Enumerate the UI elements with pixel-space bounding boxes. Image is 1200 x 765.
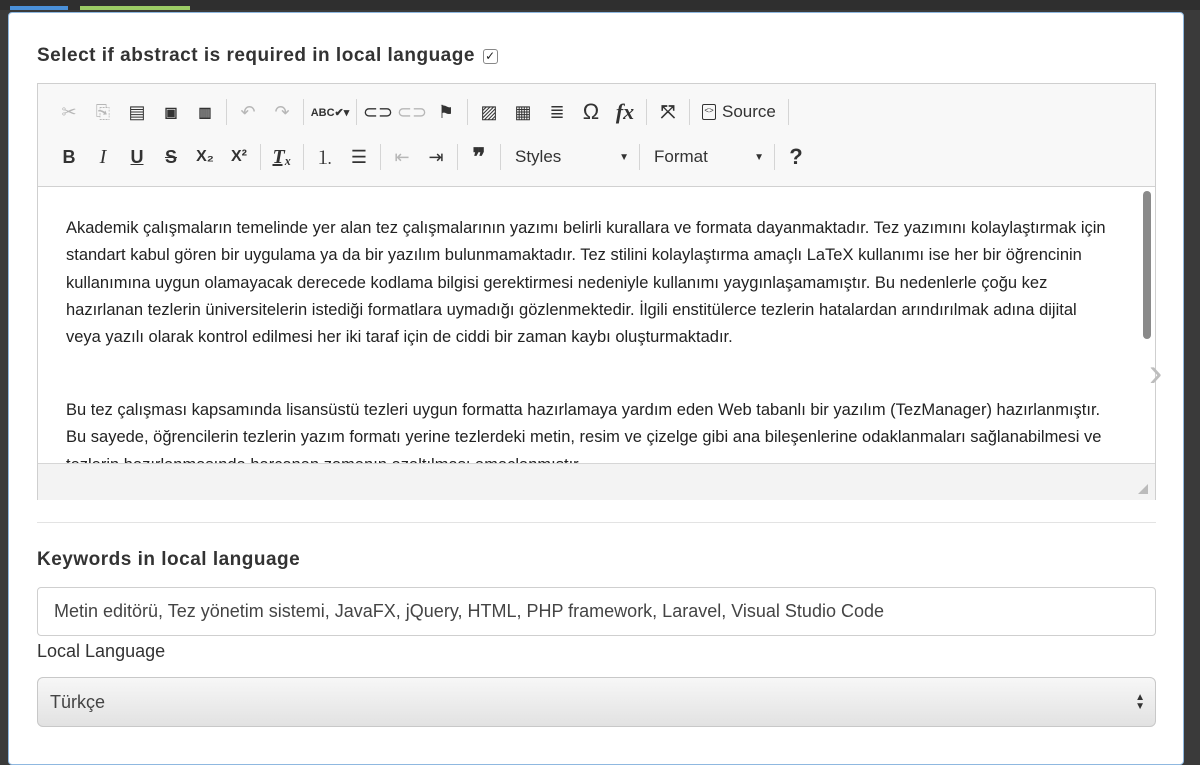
rich-text-editor xyxy=(37,83,1156,500)
editor-toolbar xyxy=(38,84,1155,187)
styles-dropdown[interactable] xyxy=(505,142,635,172)
toolbar-separator xyxy=(380,144,381,170)
horizontal-line-icon[interactable]: ≣ xyxy=(549,101,565,122)
tab-indicator-blue xyxy=(10,6,68,10)
editor-status-bar xyxy=(38,463,1155,500)
subscript-button[interactable]: X₂ xyxy=(196,148,214,165)
resize-grip-icon[interactable] xyxy=(1138,484,1148,494)
keywords-input[interactable] xyxy=(37,587,1156,636)
toolbar-row-2 xyxy=(52,141,813,173)
toolbar-row-1 xyxy=(52,96,793,128)
spellcheck-icon[interactable]: ABC✔▾ xyxy=(310,106,350,119)
maximize-icon[interactable]: ⤧ xyxy=(660,101,676,122)
toolbar-separator xyxy=(467,99,468,125)
toolbar-separator xyxy=(774,144,775,170)
toolbar-separator xyxy=(260,144,261,170)
table-icon[interactable]: ▦ xyxy=(514,101,532,122)
source-button-label: Source xyxy=(722,102,776,121)
toolbar-separator xyxy=(788,99,789,125)
special-char-icon[interactable]: Ω xyxy=(582,99,600,124)
source-button[interactable] xyxy=(694,97,784,127)
blockquote-icon[interactable]: ❞ xyxy=(472,143,486,171)
italic-button[interactable]: I xyxy=(99,145,107,168)
toolbar-separator xyxy=(500,144,501,170)
toolbar-separator xyxy=(303,99,304,125)
toolbar-separator xyxy=(646,99,647,125)
remove-format-button[interactable]: Tₓ xyxy=(272,145,292,168)
select-updown-icon: ▲ ▼ xyxy=(1135,692,1145,712)
editor-content-area[interactable] xyxy=(38,187,1155,463)
format-dropdown-label: Format xyxy=(654,147,708,166)
window-top-strip xyxy=(0,0,1200,10)
strikethrough-button[interactable]: S xyxy=(164,146,177,167)
toolbar-separator xyxy=(639,144,640,170)
source-doc-icon: <> xyxy=(702,104,716,120)
link-icon[interactable]: ⊂⊃ xyxy=(362,101,394,122)
anchor-flag-icon[interactable]: ⚑ xyxy=(437,101,455,122)
paste-text-icon[interactable]: ▣ xyxy=(164,103,178,120)
numbered-list-icon[interactable]: ⒈ xyxy=(316,148,334,168)
underline-button[interactable]: U xyxy=(130,146,144,167)
format-dropdown[interactable] xyxy=(644,142,770,172)
toolbar-separator xyxy=(457,144,458,170)
paste-word-icon[interactable]: ▥ xyxy=(198,103,212,120)
bulleted-list-icon[interactable]: ☰ xyxy=(350,146,368,167)
formula-icon[interactable]: fx xyxy=(615,99,635,124)
unlink-icon[interactable]: ⊂⊃ xyxy=(396,101,428,122)
superscript-button[interactable]: X² xyxy=(231,148,247,165)
editor-scrollbar[interactable] xyxy=(1143,191,1151,339)
image-icon[interactable]: ▨ xyxy=(480,101,498,122)
toolbar-separator xyxy=(303,144,304,170)
indent-icon[interactable]: ⇥ xyxy=(428,146,444,167)
toolbar-separator xyxy=(226,99,227,125)
chevron-down-icon: ▼ xyxy=(619,151,629,163)
keywords-label: Keywords in local language xyxy=(37,549,301,570)
local-language-selected-value: Türkçe xyxy=(50,691,106,712)
abstract-required-label: Select if abstract is required in local language xyxy=(37,45,475,66)
abstract-paragraph-2: Bu tez çalışması kapsamında lisansüstü tezleri uygun formatta hazırlamaya yardım eden Web tabanlı bir yazılım (TezManager) hazırlanmıştır. Bu sayede, öğrencilerin tezlerin yazım formatı yerine tezlerdeki metin, resim ve çizelge gibi ana bileşenlerine odaklanmaları sağlanabilmesi ve xyxy=(66,401,1102,447)
local-language-label: Local Language xyxy=(37,641,166,661)
styles-dropdown-label: Styles xyxy=(515,147,562,166)
tab-indicator-green xyxy=(80,6,190,10)
bold-button[interactable]: B xyxy=(62,146,76,167)
undo-icon[interactable]: ↶ xyxy=(240,101,256,122)
outdent-icon[interactable]: ⇤ xyxy=(394,146,410,167)
chevron-right-icon[interactable]: › xyxy=(1149,351,1163,395)
section-divider xyxy=(37,522,1156,523)
copy-icon[interactable]: ⎘ xyxy=(95,101,111,122)
abstract-paragraph-1: Akademik çalışmaların temelinde yer alan tez çalışmalarının yazımı belirli kurallara ve formata dayanmaktadır. Tez yazımını kolaylaştırmak için standart kabul gören bir uygulama ya da bir yazılım bulunmamaktadır. Tez stilini kolaylaştırma amaçlı LaTeX kullanımı ise her bir öğrencinin kullanımına uygun olamayacak derecede kodlama bilgisi gerektirmesi nedeniyle kullanımı yaygınlaşamamıştır. Bu nedenlerle çoğu kez hazırlanan tezlerin üniversitelerin istediği formatlara uymadığı gözlenmektedir. İlgili enstitülerce tezlerin hatalardan arındırılmak adına dijital veya yazılı olarak kontrol edilmesi her iki taraf için de ciddi bir zaman kaybı oluşturmaktadır. xyxy=(66,219,1106,347)
help-button[interactable]: ? xyxy=(789,144,803,169)
abstract-required-row xyxy=(37,45,498,67)
paste-icon[interactable]: ▤ xyxy=(128,101,146,122)
toolbar-separator xyxy=(356,99,357,125)
redo-icon[interactable]: ↷ xyxy=(274,101,290,122)
thesis-form-panel xyxy=(8,12,1184,765)
abstract-required-checkbox[interactable]: ✓ xyxy=(483,49,498,64)
toolbar-separator xyxy=(689,99,690,125)
chevron-down-icon: ▼ xyxy=(754,151,764,163)
local-language-select[interactable] xyxy=(37,677,1156,727)
cut-icon[interactable]: ✂ xyxy=(61,101,77,122)
